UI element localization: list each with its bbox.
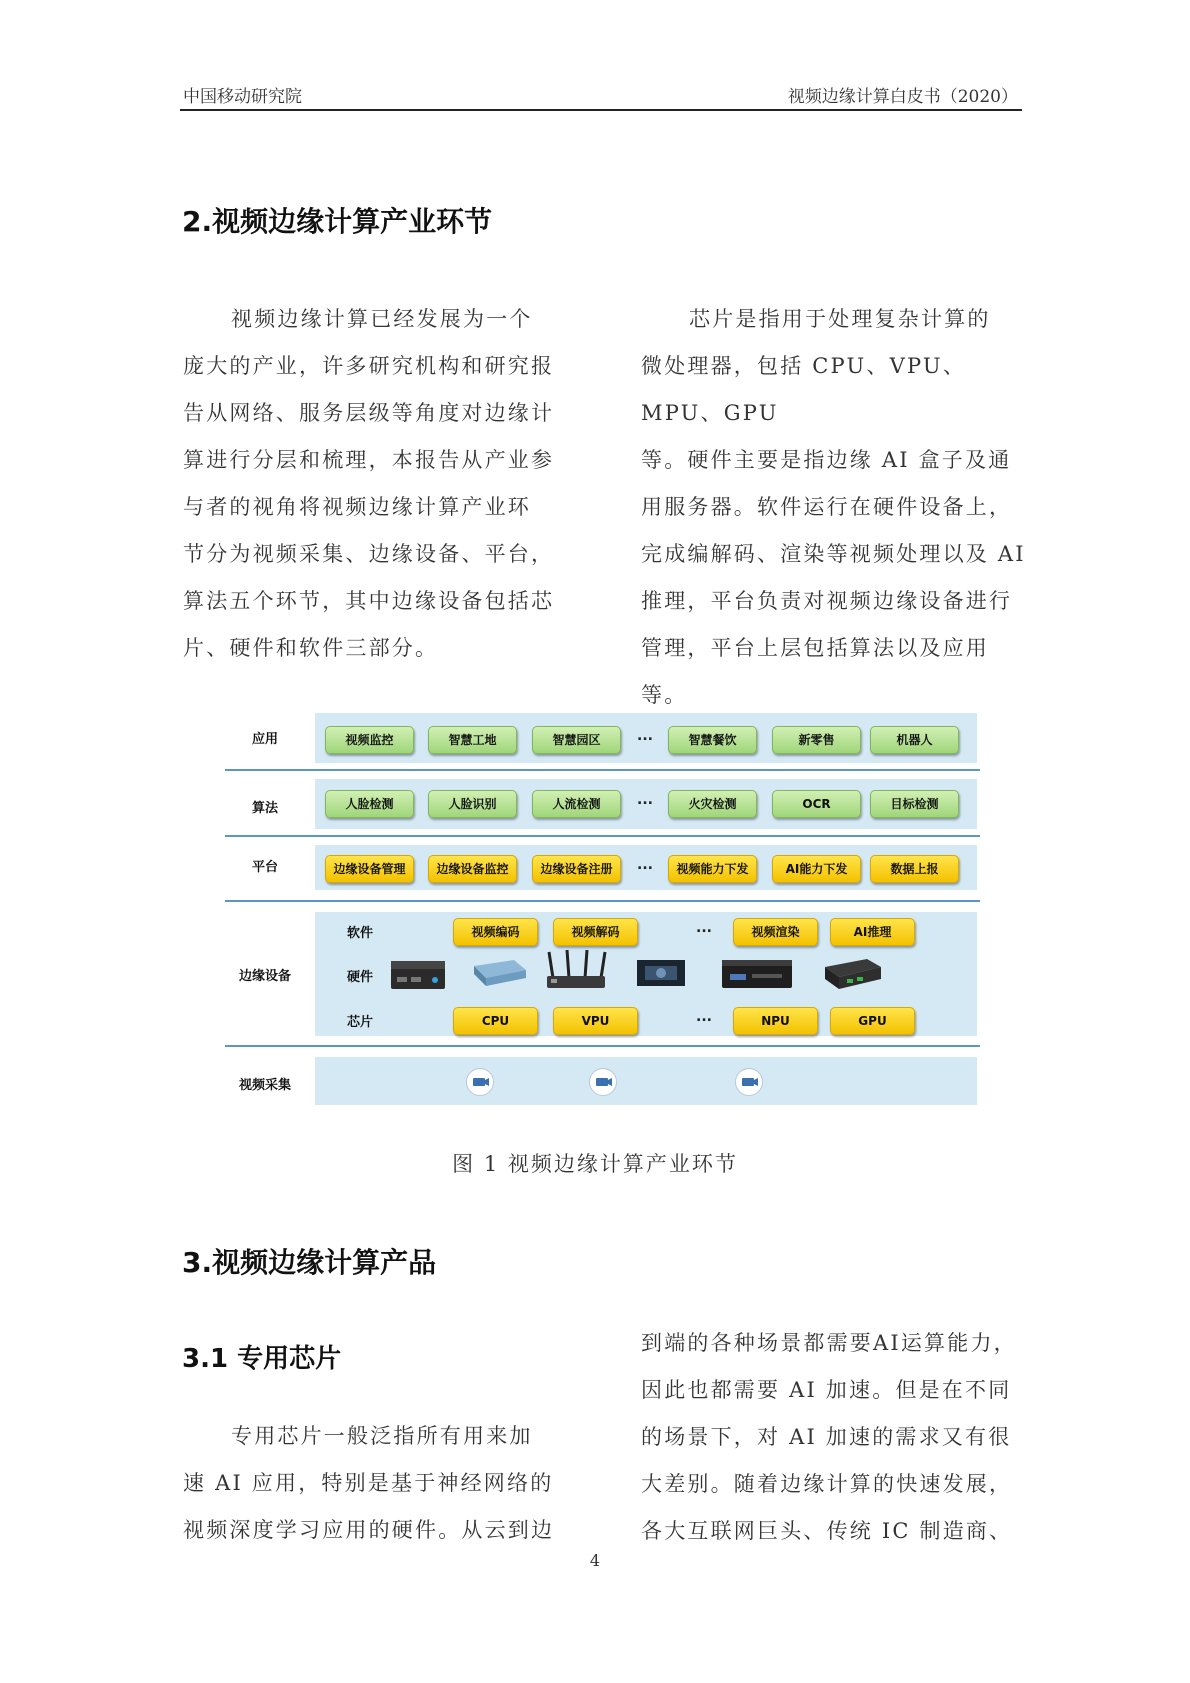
paragraph-line: 算法五个环节，其中边缘设备包括芯 bbox=[183, 589, 555, 613]
paragraph-line: 大差别。随着边缘计算的快速发展， bbox=[641, 1472, 1013, 1496]
paragraph-line: 的场景下，对 AI 加速的需求又有很 bbox=[641, 1425, 1012, 1449]
algo-ellipsis: ... bbox=[637, 792, 653, 808]
software-item-video-encoding: 视频编码 bbox=[453, 918, 538, 946]
gateway-router-image bbox=[543, 948, 609, 992]
edge-box-image bbox=[389, 953, 447, 993]
software-item-ai-inference: AI推理 bbox=[830, 918, 915, 946]
platform-item-device-registration: 边缘设备注册 bbox=[532, 855, 621, 883]
row-separator bbox=[225, 900, 980, 902]
app-item-smart-site: 智慧工地 bbox=[428, 726, 517, 754]
header-rule bbox=[180, 109, 1022, 111]
section-2-left-column bbox=[183, 296, 573, 672]
edge-sub-label-hardware: 硬件 bbox=[347, 970, 374, 985]
platform-item-video-capability: 视频能力下发 bbox=[668, 855, 757, 883]
platform-item-device-monitoring: 边缘设备监控 bbox=[428, 855, 517, 883]
row-label-edge-device: 边缘设备 bbox=[238, 969, 291, 984]
paragraph-line: 庞大的产业，许多研究机构和研究报 bbox=[183, 354, 555, 378]
section-3-1-title: 3.1 专用芯片 bbox=[182, 1344, 342, 1374]
paragraph-line: 专用芯片一般泛指所有用来加 bbox=[231, 1424, 533, 1448]
chip-ellipsis: ... bbox=[696, 1009, 712, 1025]
chip-item-npu: NPU bbox=[733, 1007, 818, 1035]
app-ellipsis: ... bbox=[637, 728, 653, 744]
paragraph-line: 完成编解码、渲染等视频处理以及 AI bbox=[641, 542, 1026, 566]
camera-icon bbox=[735, 1068, 763, 1096]
chip-item-vpu: VPU bbox=[553, 1007, 638, 1035]
software-item-video-decoding: 视频解码 bbox=[553, 918, 638, 946]
header-org: 中国移动研究院 bbox=[183, 87, 302, 107]
paragraph-line: 因此也都需要 AI 加速。但是在不同 bbox=[641, 1378, 1012, 1402]
software-item-video-rendering: 视频渲染 bbox=[733, 918, 818, 946]
app-item-video-monitoring: 视频监控 bbox=[325, 726, 414, 754]
section-3-left-column bbox=[183, 1413, 573, 1554]
row-label-platform: 平台 bbox=[251, 860, 278, 875]
paragraph-line: 等。硬件主要是指边缘 AI 盒子及通 bbox=[641, 448, 1012, 472]
platform-ellipsis: ... bbox=[637, 857, 653, 873]
paragraph-line: 各大互联网巨头、传统 IC 制造商、 bbox=[641, 1519, 1013, 1543]
industrial-pc-image bbox=[821, 953, 885, 993]
edge-sub-label-software: 软件 bbox=[347, 926, 374, 941]
row-label-video-capture: 视频采集 bbox=[238, 1078, 291, 1093]
algo-item-fire-detection: 火灾检测 bbox=[668, 790, 757, 818]
row-separator bbox=[225, 1045, 980, 1047]
row-label-application: 应用 bbox=[251, 732, 278, 747]
algo-item-face-recognition: 人脸识别 bbox=[428, 790, 517, 818]
edge-sub-label-chip: 芯片 bbox=[347, 1015, 374, 1030]
platform-item-device-management: 边缘设备管理 bbox=[325, 855, 414, 883]
section-3-title: 3.视频边缘计算产品 bbox=[182, 1246, 437, 1279]
paragraph-line: 告从网络、服务层级等角度对边缘计 bbox=[183, 401, 555, 425]
camera-icon bbox=[466, 1068, 494, 1096]
industry-chain-figure bbox=[225, 700, 980, 1125]
algo-item-ocr: OCR bbox=[772, 790, 861, 818]
paragraph-line: 到端的各种场景都需要AI运算能力， bbox=[641, 1331, 1017, 1355]
paragraph-line: 算进行分层和梳理，本报告从产业参 bbox=[183, 448, 555, 472]
app-item-new-retail: 新零售 bbox=[772, 726, 861, 754]
algo-item-object-detection: 目标检测 bbox=[870, 790, 959, 818]
app-item-smart-dining: 智慧餐饮 bbox=[668, 726, 757, 754]
edge-server-image bbox=[720, 954, 794, 992]
paragraph-line: 片、硬件和软件三部分。 bbox=[183, 636, 439, 660]
paragraph-line: 视频边缘计算已经发展为一个 bbox=[231, 307, 533, 331]
app-item-robot: 机器人 bbox=[870, 726, 959, 754]
paragraph-line: 速 AI 应用，特别是基于神经网络的 bbox=[183, 1471, 554, 1495]
row-label-algorithm: 算法 bbox=[251, 801, 278, 816]
paragraph-line: 微处理器，包括 CPU、VPU、MPU、GPU bbox=[641, 354, 967, 425]
paragraph-line: 视频深度学习应用的硬件。从云到边 bbox=[183, 1518, 555, 1542]
section-2-right-column bbox=[641, 296, 1031, 719]
row-separator bbox=[225, 769, 980, 771]
row-separator bbox=[225, 835, 980, 837]
camera-icon bbox=[589, 1068, 617, 1096]
platform-item-data-reporting: 数据上报 bbox=[870, 855, 959, 883]
platform-item-ai-capability: AI能力下发 bbox=[772, 855, 861, 883]
section-2-title: 2.视频边缘计算产业环节 bbox=[182, 205, 493, 238]
algo-item-face-detection: 人脸检测 bbox=[325, 790, 414, 818]
video-capture-band bbox=[315, 1057, 977, 1105]
figure-caption: 图 1 视频边缘计算产业环节 bbox=[452, 1152, 738, 1176]
paragraph-line: 推理，平台负责对视频边缘设备进行 bbox=[641, 589, 1013, 613]
paragraph-line: 用服务器。软件运行在硬件设备上， bbox=[641, 495, 1013, 519]
paragraph-line: 管理，平台上层包括算法以及应用 bbox=[641, 636, 989, 660]
paragraph-line: 芯片是指用于处理复杂计算的 bbox=[689, 307, 991, 331]
algo-item-crowd-detection: 人流检测 bbox=[532, 790, 621, 818]
paragraph-line: 节分为视频采集、边缘设备、平台， bbox=[183, 542, 555, 566]
section-3-right-column bbox=[641, 1320, 1031, 1555]
paragraph-line: 等。 bbox=[641, 683, 688, 707]
paragraph-line: 与者的视角将视频边缘计算产业环 bbox=[183, 495, 531, 519]
header-doc-title: 视频边缘计算白皮书（2020） bbox=[787, 87, 1018, 107]
ai-module-image bbox=[635, 956, 687, 990]
chip-item-cpu: CPU bbox=[453, 1007, 538, 1035]
app-item-smart-park: 智慧园区 bbox=[532, 726, 621, 754]
software-ellipsis: ... bbox=[696, 920, 712, 936]
compute-module-image bbox=[470, 956, 528, 990]
chip-item-gpu: GPU bbox=[830, 1007, 915, 1035]
page-number: 4 bbox=[589, 1551, 601, 1570]
